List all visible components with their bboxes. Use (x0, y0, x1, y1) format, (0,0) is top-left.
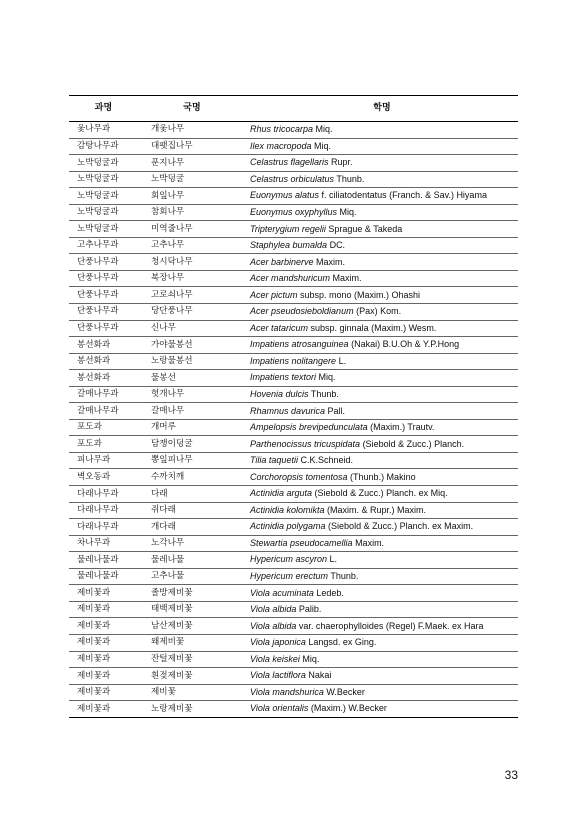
korean-name-cell: 태백제비꽃 (138, 601, 246, 618)
scientific-name-italic: Viola acuminata (250, 587, 314, 598)
table-row (69, 601, 518, 618)
scientific-name-italic: Celastrus flagellaris (250, 157, 329, 168)
scientific-name-cell (246, 337, 518, 354)
table-row (69, 469, 518, 486)
scientific-name-italic: Staphylea bumalda (250, 240, 328, 251)
scientific-name-author: Pall. (325, 405, 346, 416)
scientific-name-author: (Pax) Kom. (353, 306, 402, 317)
korean-name-cell: 다래 (138, 486, 246, 503)
table-row (69, 651, 518, 668)
scientific-name-cell (246, 701, 518, 718)
korean-name-cell: 신나무 (138, 320, 246, 337)
scientific-name-cell (246, 519, 518, 536)
scientific-name-italic: Hypericum erectum (250, 571, 329, 582)
scientific-name-cell (246, 585, 518, 602)
scientific-name-italic: Impatiens atrosanguinea (250, 339, 349, 350)
scientific-name-author: Thunb. (308, 389, 339, 400)
scientific-name-author: Langsd. ex Ging. (305, 637, 377, 648)
table-row (69, 386, 518, 403)
table-row (69, 436, 518, 453)
korean-name-cell: 수까치깨 (138, 469, 246, 486)
scientific-name-author: Miq. (311, 140, 332, 151)
table-row (69, 486, 518, 503)
korean-name-cell: 노랑물봉선 (138, 353, 246, 370)
family-cell: 벽오동과 (69, 469, 138, 486)
table-row (69, 403, 518, 420)
scientific-name-italic: Tilia taquetii (250, 455, 298, 466)
korean-name-cell: 참회나무 (138, 204, 246, 221)
scientific-name-italic: Acer pictum (250, 289, 298, 300)
table-row (69, 353, 518, 370)
scientific-name-author: L. (327, 554, 338, 565)
table-row (69, 585, 518, 602)
scientific-name-italic: Parthenocissus tricuspidata (250, 438, 361, 449)
scientific-name-italic: Actinidia kolomikta (250, 504, 325, 515)
scientific-name-italic: Tripterygium regelii (250, 223, 326, 234)
family-cell: 제비꽃과 (69, 668, 138, 685)
family-cell: 노박덩굴과 (69, 171, 138, 188)
table-row (69, 668, 518, 685)
scientific-name-author: (Siebold & Zucc.) Planch. ex Maxim. (325, 521, 474, 532)
table-row (69, 552, 518, 569)
header-korean-name: 국명 (138, 96, 246, 122)
scientific-name-cell (246, 254, 518, 271)
header-scientific-name: 학명 (246, 96, 518, 122)
scientific-name-cell (246, 403, 518, 420)
table-row (69, 419, 518, 436)
korean-name-cell: 뽕잎피나무 (138, 452, 246, 469)
korean-name-cell: 푼지나무 (138, 155, 246, 172)
table-row (69, 122, 518, 139)
scientific-name-cell (246, 287, 518, 304)
scientific-name-cell (246, 171, 518, 188)
scientific-name-cell (246, 320, 518, 337)
scientific-name-cell (246, 138, 518, 155)
table-row (69, 502, 518, 519)
table-row (69, 304, 518, 321)
scientific-name-author: Miq. (316, 372, 336, 383)
family-cell: 감탕나무과 (69, 138, 138, 155)
scientific-name-italic: Viola japonica (250, 637, 306, 648)
korean-name-cell: 졸방제비꽃 (138, 585, 246, 602)
scientific-name-author: f. ciliatodentatus (Franch. & Sav.) Hiyama (319, 190, 487, 201)
table-row (69, 270, 518, 287)
scientific-name-author: Maxim. (330, 273, 362, 284)
scientific-name-cell (246, 370, 518, 387)
scientific-name-cell (246, 634, 518, 651)
family-cell: 단풍나무과 (69, 304, 138, 321)
scientific-name-author: Thunb. (328, 571, 359, 582)
scientific-name-italic: Acer pseudosieboldianum (250, 306, 354, 317)
scientific-name-italic: Actinidia polygama (250, 521, 326, 532)
scientific-name-cell (246, 535, 518, 552)
korean-name-cell: 담쟁이덩굴 (138, 436, 246, 453)
scientific-name-italic: Acer tataricum (250, 322, 309, 333)
scientific-name-italic: Viola keiskei (250, 653, 300, 664)
korean-name-cell: 대팻집나무 (138, 138, 246, 155)
scientific-name-cell (246, 568, 518, 585)
table-row (69, 535, 518, 552)
scientific-name-italic: Euonymus oxyphyllus (250, 207, 338, 217)
korean-name-cell: 청시닥나무 (138, 254, 246, 271)
scientific-name-cell (246, 486, 518, 503)
scientific-name-cell (246, 304, 518, 321)
scientific-name-author: Maxim. (352, 537, 385, 548)
scientific-name-cell (246, 204, 518, 221)
table-row (69, 188, 518, 205)
table-row (69, 618, 518, 635)
family-cell: 제비꽃과 (69, 701, 138, 718)
family-cell: 제비꽃과 (69, 601, 138, 618)
korean-name-cell: 가야물봉선 (138, 337, 246, 354)
scientific-name-cell (246, 552, 518, 569)
scientific-name-author: W.Becker (323, 686, 365, 697)
table-row (69, 701, 518, 718)
family-cell: 물레나물과 (69, 552, 138, 569)
page-number: 33 (504, 768, 518, 782)
scientific-name-author: (Thunb.) Makino (347, 471, 416, 482)
scientific-name-italic: Ilex macropoda (250, 140, 312, 151)
scientific-name-author: subsp. mono (Maxim.) Ohashi (297, 289, 421, 300)
family-cell: 포도과 (69, 436, 138, 453)
scientific-name-italic: Impatiens textori (250, 372, 317, 383)
korean-name-cell: 개머루 (138, 419, 246, 436)
scientific-name-italic: Viola orientalis (250, 703, 309, 714)
family-cell: 다래나무과 (69, 502, 138, 519)
scientific-name-cell (246, 452, 518, 469)
scientific-name-italic: Hovenia dulcis (250, 389, 309, 400)
scientific-name-italic: Euonymus alatus (250, 190, 320, 201)
scientific-name-cell (246, 419, 518, 436)
family-cell: 제비꽃과 (69, 618, 138, 635)
table-row (69, 370, 518, 387)
scientific-name-italic: Viola mandshurica (250, 686, 324, 697)
family-cell: 단풍나무과 (69, 254, 138, 271)
table-row (69, 684, 518, 701)
scientific-name-cell (246, 618, 518, 635)
scientific-name-italic: Rhus tricocarpa (250, 124, 314, 135)
korean-name-cell: 제비꽃 (138, 684, 246, 701)
scientific-name-italic: Acer barbinerve (250, 256, 314, 267)
scientific-name-italic: Rhamnus davurica (250, 405, 326, 416)
family-cell: 포도과 (69, 419, 138, 436)
family-cell: 옻나무과 (69, 122, 138, 139)
korean-name-cell: 개다래 (138, 519, 246, 536)
family-cell: 단풍나무과 (69, 287, 138, 304)
korean-name-cell: 잔털제비꽃 (138, 651, 246, 668)
scientific-name-cell (246, 188, 518, 205)
scientific-name-italic: Viola albida (250, 604, 297, 615)
scientific-name-author: Miq. (337, 207, 357, 217)
scientific-name-italic: Celastrus orbiculatus (250, 173, 335, 184)
scientific-name-author: Palib. (296, 604, 322, 615)
family-cell: 다래나무과 (69, 486, 138, 503)
family-cell: 봉선화과 (69, 353, 138, 370)
scientific-name-author: Thunb. (334, 173, 365, 184)
scientific-name-author: Sprague & Takeda (325, 223, 403, 234)
scientific-name-italic: Viola lactiflora (250, 670, 306, 681)
scientific-name-cell (246, 122, 518, 139)
korean-name-cell: 고추나물 (138, 568, 246, 585)
scientific-name-author: (Nakai) B.U.Oh & Y.P.Hong (348, 339, 460, 350)
scientific-name-italic: Acer mandshuricum (250, 273, 331, 284)
table-row (69, 237, 518, 254)
scientific-name-author: (Siebold & Zucc.) Planch. ex Miq. (312, 488, 448, 499)
table-row (69, 337, 518, 354)
scientific-name-author: C.K.Schneid. (297, 455, 353, 466)
scientific-name-cell (246, 237, 518, 254)
family-cell: 제비꽃과 (69, 684, 138, 701)
scientific-name-italic: Hypericum ascyron (250, 554, 328, 565)
table-row (69, 171, 518, 188)
table-row (69, 138, 518, 155)
family-cell: 차나무과 (69, 535, 138, 552)
korean-name-cell: 노박덩굴 (138, 171, 246, 188)
korean-name-cell: 고추나무 (138, 237, 246, 254)
scientific-name-cell (246, 651, 518, 668)
table-row (69, 254, 518, 271)
scientific-name-author: (Maxim. & Rupr.) Maxim. (324, 504, 427, 515)
table-header (69, 96, 518, 122)
species-table (69, 95, 518, 718)
scientific-name-cell (246, 353, 518, 370)
family-cell: 제비꽃과 (69, 651, 138, 668)
korean-name-cell: 회잎나무 (138, 188, 246, 205)
table-row (69, 287, 518, 304)
family-cell: 단풍나무과 (69, 270, 138, 287)
family-cell: 갈매나무과 (69, 403, 138, 420)
family-cell: 갈매나무과 (69, 386, 138, 403)
table-row (69, 204, 518, 221)
korean-name-cell: 갈매나무 (138, 403, 246, 420)
table-row (69, 634, 518, 651)
korean-name-cell: 헛개나무 (138, 386, 246, 403)
table-row (69, 568, 518, 585)
species-table-container (69, 95, 518, 718)
scientific-name-author: Miq. (299, 653, 320, 664)
scientific-name-author: L. (336, 355, 347, 366)
family-cell: 봉선화과 (69, 337, 138, 354)
scientific-name-author: (Siebold & Zucc.) Planch. (360, 438, 465, 449)
family-cell: 노박덩굴과 (69, 188, 138, 205)
korean-name-cell: 물봉선 (138, 370, 246, 387)
family-cell: 피나무과 (69, 452, 138, 469)
scientific-name-cell (246, 270, 518, 287)
korean-name-cell: 왜제비꽃 (138, 634, 246, 651)
scientific-name-cell (246, 386, 518, 403)
scientific-name-cell (246, 436, 518, 453)
family-cell: 물레나물과 (69, 568, 138, 585)
table-row (69, 519, 518, 536)
scientific-name-author: Miq. (313, 124, 333, 135)
korean-name-cell: 개옻나무 (138, 122, 246, 139)
korean-name-cell: 흰젖제비꽃 (138, 668, 246, 685)
scientific-name-author: Maxim. (313, 256, 346, 267)
scientific-name-cell (246, 469, 518, 486)
family-cell: 고추나무과 (69, 237, 138, 254)
korean-name-cell: 복장나무 (138, 270, 246, 287)
scientific-name-author: (Maxim.) W.Becker (308, 703, 387, 714)
scientific-name-cell (246, 155, 518, 172)
scientific-name-cell (246, 502, 518, 519)
korean-name-cell: 고로쇠나무 (138, 287, 246, 304)
scientific-name-author: DC. (327, 240, 346, 251)
table-row (69, 221, 518, 238)
korean-name-cell: 미역줄나무 (138, 221, 246, 238)
family-cell: 봉선화과 (69, 370, 138, 387)
header-family: 과명 (69, 96, 138, 122)
korean-name-cell: 노랑제비꽃 (138, 701, 246, 718)
korean-name-cell: 물레나물 (138, 552, 246, 569)
family-cell: 다래나무과 (69, 519, 138, 536)
scientific-name-author: Nakai (305, 670, 332, 681)
scientific-name-author: var. chaerophylloides (Regel) F.Maek. ex Hara (296, 620, 484, 631)
korean-name-cell: 당단풍나무 (138, 304, 246, 321)
scientific-name-italic: Corchoropsis tomentosa (250, 471, 348, 482)
scientific-name-italic: Impatiens nolitangere (250, 355, 337, 366)
scientific-name-cell (246, 221, 518, 238)
family-cell: 노박덩굴과 (69, 204, 138, 221)
scientific-name-author: Rupr. (328, 157, 353, 168)
family-cell: 노박덩굴과 (69, 155, 138, 172)
table-body (69, 122, 518, 718)
scientific-name-author: (Maxim.) Trautv. (367, 422, 435, 433)
korean-name-cell: 남산제비꽃 (138, 618, 246, 635)
scientific-name-italic: Viola albida (250, 620, 297, 631)
scientific-name-italic: Ampelopsis brevipedunculata (250, 422, 368, 433)
korean-name-cell: 쥐다래 (138, 502, 246, 519)
family-cell: 제비꽃과 (69, 634, 138, 651)
family-cell: 단풍나무과 (69, 320, 138, 337)
scientific-name-author: subsp. ginnala (Maxim.) Wesm. (308, 322, 437, 333)
scientific-name-italic: Actinidia arguta (250, 488, 313, 499)
korean-name-cell: 노각나무 (138, 535, 246, 552)
header-row (69, 96, 518, 122)
table-row (69, 452, 518, 469)
scientific-name-cell (246, 601, 518, 618)
family-cell: 노박덩굴과 (69, 221, 138, 238)
scientific-name-cell (246, 668, 518, 685)
family-cell: 제비꽃과 (69, 585, 138, 602)
scientific-name-author: Ledeb. (313, 587, 344, 598)
scientific-name-italic: Stewartia pseudocamellia (250, 537, 353, 548)
table-row (69, 155, 518, 172)
scientific-name-cell (246, 684, 518, 701)
table-row (69, 320, 518, 337)
